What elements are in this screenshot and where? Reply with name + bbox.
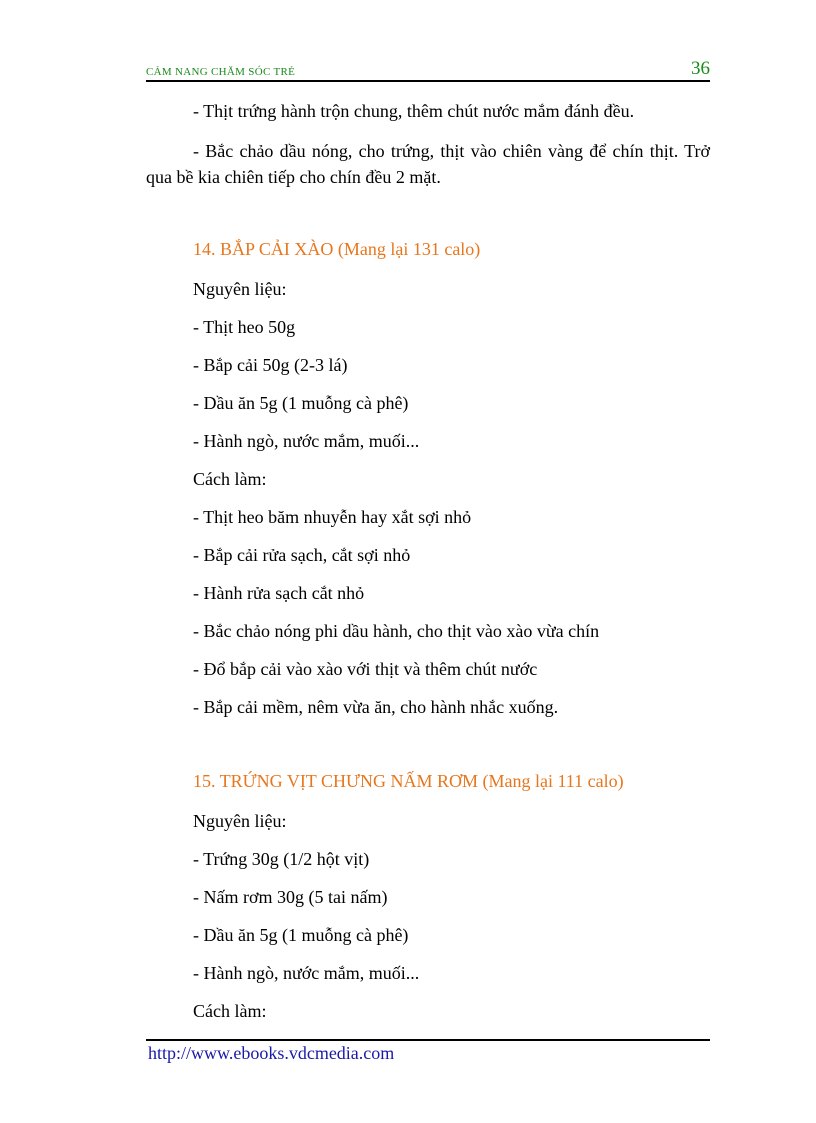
recipe-14-step: - Bắc chảo nóng phi dầu hành, cho thịt vào xào vừa chín <box>193 621 600 641</box>
recipe-14-step: - Bắp cải mềm, nêm vừa ăn, cho hành nhắc xuống. <box>193 697 559 717</box>
recipe-14-method-label: Cách làm: <box>193 469 267 489</box>
recipe-14-ingredient: - Thịt heo 50g <box>193 317 296 337</box>
book-title: CẢM NANG CHĂM SÓC TRẺ <box>146 66 296 78</box>
recipe-14-title: 14. BẮP CẢI XÀO (Mang lại 131 calo) <box>193 239 481 259</box>
intro-step-fry: - Bắc chảo dầu nóng, cho trứng, thịt vào chiên vàng để chín thịt. Trở qua bề kia chiên tiếp cho chín đều 2 mặt. <box>146 141 710 187</box>
recipe-15-method-label: Cách làm: <box>193 1001 267 1021</box>
recipe-14-step: - Hành rửa sạch cắt nhỏ <box>193 583 365 603</box>
recipe-15-ingredient: - Trứng 30g (1/2 hột vịt) <box>193 849 370 869</box>
recipe-15-ingredients-label: Nguyên liệu: <box>193 811 287 831</box>
recipe-14-ingredient: - Bắp cải 50g (2-3 lá) <box>193 355 348 375</box>
recipe-15-title: 15. TRỨNG VỊT CHƯNG NẤM RƠM (Mang lại 111 calo) <box>193 771 624 791</box>
recipe-14-ingredients-label: Nguyên liệu: <box>193 279 287 299</box>
recipe-14-step: - Bắp cải rửa sạch, cắt sợi nhỏ <box>193 545 411 565</box>
recipe-14-step: - Đổ bắp cải vào xào với thịt và thêm chút nước <box>193 659 538 679</box>
header-divider <box>146 80 710 82</box>
page-header <box>146 58 710 80</box>
recipe-14-step: - Thịt heo băm nhuyễn hay xắt sợi nhỏ <box>193 507 472 527</box>
recipe-14-ingredient: - Hành ngò, nước mắm, muối... <box>193 431 420 451</box>
recipe-15-ingredient: - Dầu ăn 5g (1 muỗng cà phê) <box>193 925 409 945</box>
intro-step-mix: - Thịt trứng hành trộn chung, thêm chút nước mắm đánh đều. <box>193 101 635 121</box>
footer-divider <box>146 1039 710 1041</box>
footer-link[interactable]: http://www.ebooks.vdcmedia.com <box>148 1043 395 1063</box>
recipe-15-ingredient: - Hành ngò, nước mắm, muối... <box>193 963 420 983</box>
recipe-15-ingredient: - Nấm rơm 30g (5 tai nấm) <box>193 887 388 907</box>
recipe-14-ingredient: - Dầu ăn 5g (1 muỗng cà phê) <box>193 393 409 413</box>
page-number: 36 <box>691 58 710 79</box>
